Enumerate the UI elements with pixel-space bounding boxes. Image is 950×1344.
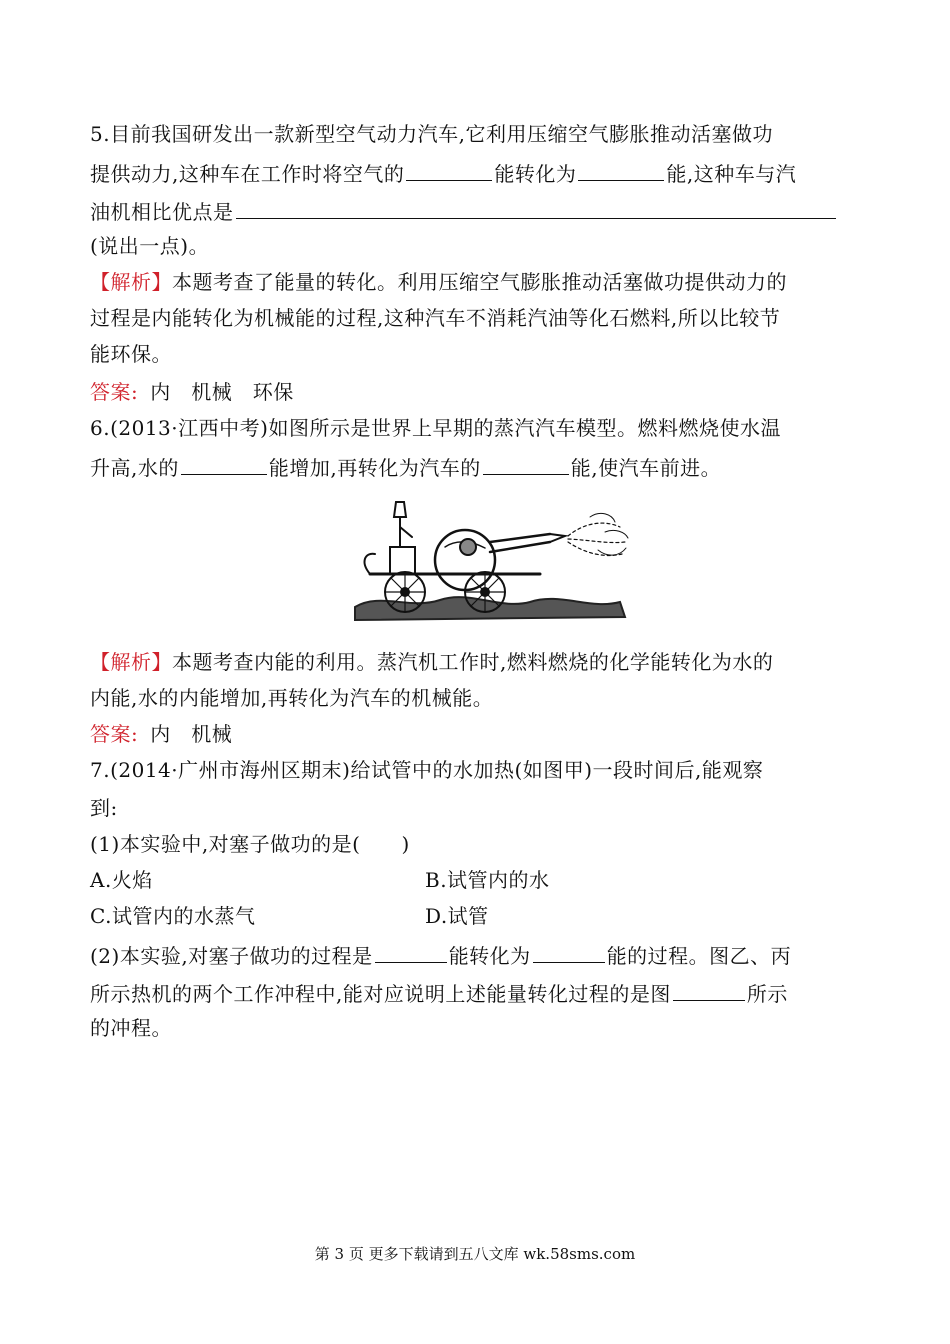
q7-line-c-b: 所示 xyxy=(746,982,788,1006)
answer-text: 内 机械 环保 xyxy=(150,380,294,404)
q6-line2 xyxy=(90,454,721,480)
q7-sub2 xyxy=(90,942,791,968)
q7-line-d: 的冲程。 xyxy=(90,1016,172,1040)
fill-blank xyxy=(406,160,492,181)
q5-line3-text: 油机相比优点是 xyxy=(90,200,234,224)
option-b: B.试管内的水 xyxy=(425,868,550,892)
q5-line2-a: 提供动力,这种车在工作时将空气的 xyxy=(90,162,405,186)
option-d: D.试管 xyxy=(425,904,489,928)
q5-line3 xyxy=(90,198,838,224)
q5-line2-b: 能转化为 xyxy=(494,162,577,186)
q5-line1: 5.目前我国研发出一款新型空气动力汽车,它利用压缩空气膨胀推动活塞做功 xyxy=(90,122,773,146)
answer-label: 答案: xyxy=(90,722,139,746)
q5-line2-c: 能,这种车与汽 xyxy=(666,162,797,186)
q5-line2 xyxy=(90,160,796,186)
q7-sub2-c: 能的过程。图乙、丙 xyxy=(606,944,792,968)
q6-line2-c: 能,使汽车前进。 xyxy=(570,456,722,480)
q5-line4: (说出一点)。 xyxy=(90,234,210,258)
q7-sub1: (1)本实验中,对塞子做功的是( ) xyxy=(90,832,410,856)
q6-line2-b: 能增加,再转化为汽车的 xyxy=(268,456,481,480)
analysis-text: 本题考查内能的利用。蒸汽机工作时,燃料燃烧的化学能转化为水的 xyxy=(172,650,774,674)
q5-analysis-3: 能环保。 xyxy=(90,342,172,366)
q6-analysis-2: 内能,水的内能增加,再转化为汽车的机械能。 xyxy=(90,686,494,710)
page-footer: 第 3 页 更多下载请到五八文库 wk.58sms.com xyxy=(314,1245,636,1263)
fill-blank xyxy=(483,454,569,475)
q6-answer xyxy=(90,722,232,746)
fill-blank xyxy=(578,160,664,181)
fill-blank xyxy=(181,454,267,475)
answer-text: 内 机械 xyxy=(150,722,233,746)
answer-label: 答案: xyxy=(90,380,139,404)
q7-options-row1 xyxy=(90,868,550,892)
option-a: A.火焰 xyxy=(90,868,153,892)
q7-line-c-a: 所示热机的两个工作冲程中,能对应说明上述能量转化过程的是图 xyxy=(90,982,671,1006)
q7-options-row2 xyxy=(90,904,489,928)
q5-analysis-2: 过程是内能转化为机械能的过程,这种汽车不消耗汽油等化石燃料,所以比较节 xyxy=(90,306,781,330)
q6-analysis-1 xyxy=(90,650,773,674)
analysis-text: 本题考查了能量的转化。利用压缩空气膨胀推动活塞做功提供动力的 xyxy=(172,270,787,294)
fill-blank xyxy=(673,980,745,1001)
fill-blank xyxy=(375,942,447,963)
analysis-tag: 【解析】 xyxy=(90,650,172,674)
q6-line2-a: 升高,水的 xyxy=(90,456,179,480)
q7-line-c xyxy=(90,980,788,1006)
q7-sub2-b: 能转化为 xyxy=(448,944,531,968)
q5-answer xyxy=(90,380,294,404)
fill-blank xyxy=(533,942,605,963)
fill-blank xyxy=(236,198,836,219)
analysis-tag: 【解析】 xyxy=(90,270,172,294)
option-c: C.试管内的水蒸气 xyxy=(90,904,256,928)
q7-sub2-a: (2)本实验,对塞子做功的过程是 xyxy=(90,944,373,968)
q7-line2: 到: xyxy=(90,796,118,820)
q7-line1: 7.(2014·广州市海州区期末)给试管中的水加热(如图甲)一段时间后,能观察 xyxy=(90,758,764,782)
q5-analysis-1 xyxy=(90,270,787,294)
steam-car-illustration xyxy=(350,492,635,627)
q6-line1: 6.(2013·江西中考)如图所示是世界上早期的蒸汽汽车模型。燃料燃烧使水温 xyxy=(90,416,781,440)
